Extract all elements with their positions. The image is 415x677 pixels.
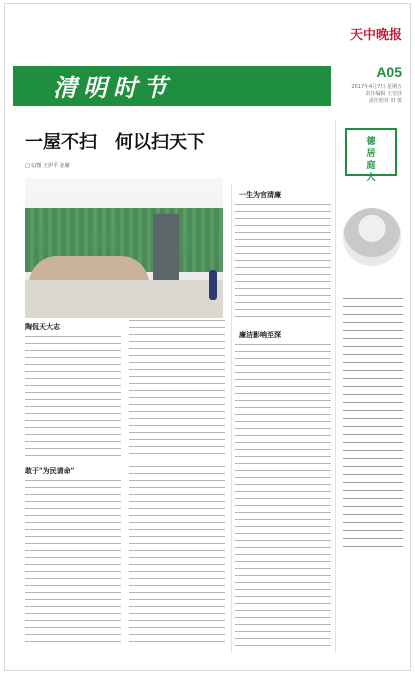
photo-monument: [153, 214, 179, 284]
proofreader: 责任校对 田 蕾: [368, 98, 402, 104]
newspaper-page: [4, 3, 411, 671]
subhead-3: 一生为官清廉: [239, 190, 281, 199]
article-text-lines: [25, 336, 121, 456]
section-title: 清明时节: [53, 73, 173, 102]
headline: 一屋不扫 何以扫天下: [25, 132, 205, 153]
seal-line-3: 庭: [366, 161, 376, 171]
page-code: A05: [376, 64, 402, 80]
article-col-4: [129, 466, 225, 648]
subhead-4: 廉洁影响至深: [239, 330, 281, 339]
article-col-5: [235, 204, 331, 322]
subhead-2: 敢于"为民请命": [25, 466, 75, 475]
subhead-1: 陶侃天大志: [25, 322, 60, 331]
issue-date: 2017年4月7日 星期五: [351, 84, 402, 90]
byline: □文/图 王伊平 北雁: [25, 163, 70, 169]
photo-person: [209, 270, 217, 300]
article-text-lines: [129, 466, 225, 648]
editor: 责任编辑 王莹莎: [365, 91, 402, 97]
photo-ground: [25, 280, 223, 318]
article-col-2: [129, 320, 225, 460]
main-photo: [25, 178, 223, 318]
article-text-lines: [129, 320, 225, 460]
paper-name: 天中晚报: [349, 28, 402, 43]
article-text-lines: [235, 204, 331, 322]
calligraphy-seal: [345, 128, 397, 183]
article-text-lines: [235, 344, 331, 648]
seal-line-2: 居: [366, 149, 376, 159]
column-divider: [231, 184, 232, 652]
column-divider: [335, 120, 336, 652]
article-col-1: [25, 336, 121, 456]
article-text-lines: [25, 480, 121, 648]
seal-line-1: 德: [366, 137, 376, 147]
seal-line-4: 人: [366, 173, 376, 183]
article-col-3: [25, 480, 121, 648]
issue-meta: [351, 84, 402, 105]
right-column-text-lines: [343, 298, 403, 548]
author-portrait: [343, 208, 401, 266]
article-col-6: [235, 344, 331, 648]
masthead: [13, 48, 331, 102]
right-column: [341, 128, 405, 648]
